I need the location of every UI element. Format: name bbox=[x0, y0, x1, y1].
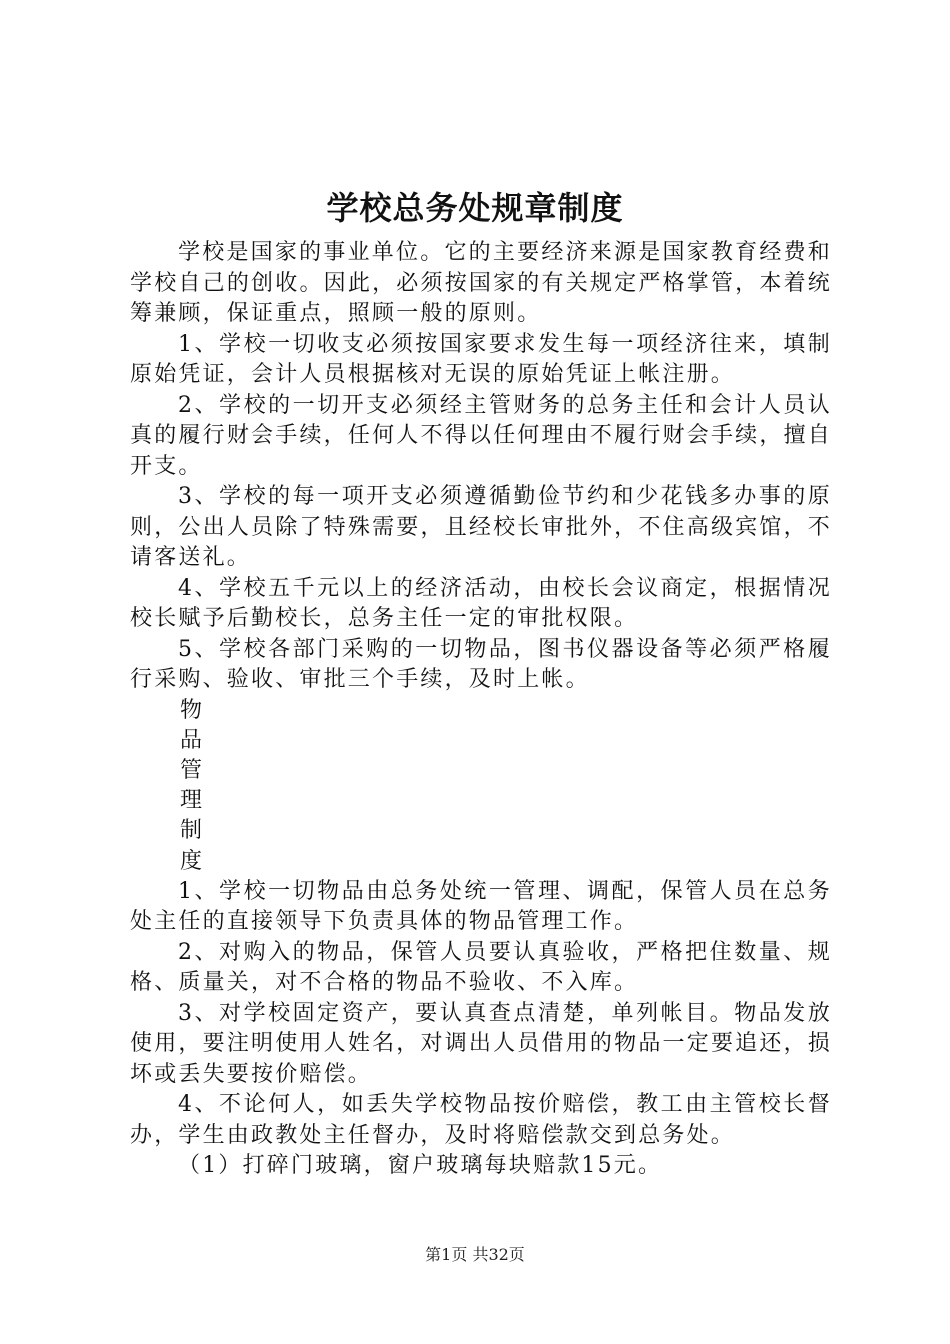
goods-rule-3: 3、对学校固定资产，要认真查点清楚，单列帐目。物品发放使用，要注明使用人姓名，对调出人员借用的物品一定要追还，损坏或丢失要按价赔偿。 bbox=[130, 1000, 832, 1087]
section-heading-char: 理 bbox=[180, 788, 205, 814]
intro-paragraph: 学校是国家的事业单位。它的主要经济来源是国家教育经费和学校自己的创收。因此，必须按国家的有关规定严格掌管，本着统筹兼顾，保证重点，照顾一般的原则。 bbox=[130, 240, 832, 326]
section-heading-char: 度 bbox=[180, 848, 205, 874]
section-heading-char: 制 bbox=[180, 818, 205, 844]
section-heading-char: 品 bbox=[180, 727, 205, 753]
goods-rule-1: 1、学校一切物品由总务处统一管理、调配，保管人员在总务处主任的直接领导下负责具体的物品管理工作。 bbox=[130, 878, 832, 935]
goods-sub-item-1: （1）打碎门玻璃，窗户玻璃每块赔款15元。 bbox=[178, 1153, 663, 1179]
finance-rule-1: 1、学校一切收支必须按国家要求发生每一项经济往来，填制原始凭证，会计人员根据核对无误的原始凭证上帐注册。 bbox=[130, 331, 832, 387]
section-heading-char: 管 bbox=[180, 757, 205, 783]
finance-rule-3: 3、学校的每一项开支必须遵循勤俭节约和少花钱多办事的原则，公出人员除了特殊需要，且经校长审批外，不住高级宾馆，不请客送礼。 bbox=[130, 484, 832, 570]
finance-rule-2: 2、学校的一切开支必须经主管财务的总务主任和会计人员认真的履行财会手续，任何人不得以任何理由不履行财会手续，擅自开支。 bbox=[130, 392, 832, 479]
finance-rule-5: 5、学校各部门采购的一切物品，图书仪器设备等必须严格履行采购、验收、审批三个手续，及时上帐。 bbox=[130, 636, 832, 692]
finance-rule-4: 4、学校五千元以上的经济活动，由校长会议商定，根据情况校长赋予后勤校长，总务主任一定的审批权限。 bbox=[130, 575, 832, 631]
page-footer: 第1页 共32页 bbox=[425, 1245, 525, 1264]
goods-rule-2: 2、对购入的物品，保管人员要认真验收，严格把住数量、规格、质量关，对不合格的物品不验收、不入库。 bbox=[130, 939, 832, 996]
section-heading-goods-management bbox=[130, 696, 832, 877]
document-body bbox=[130, 238, 832, 1182]
goods-rule-4: 4、不论何人，如丢失学校物品按价赔偿，教工由主管校长督办，学生由政教处主任督办，及时将赔偿款交到总务处。 bbox=[130, 1092, 832, 1148]
document-title: 学校总务处规章制度 bbox=[326, 189, 624, 227]
section-heading-char: 物 bbox=[180, 697, 205, 723]
